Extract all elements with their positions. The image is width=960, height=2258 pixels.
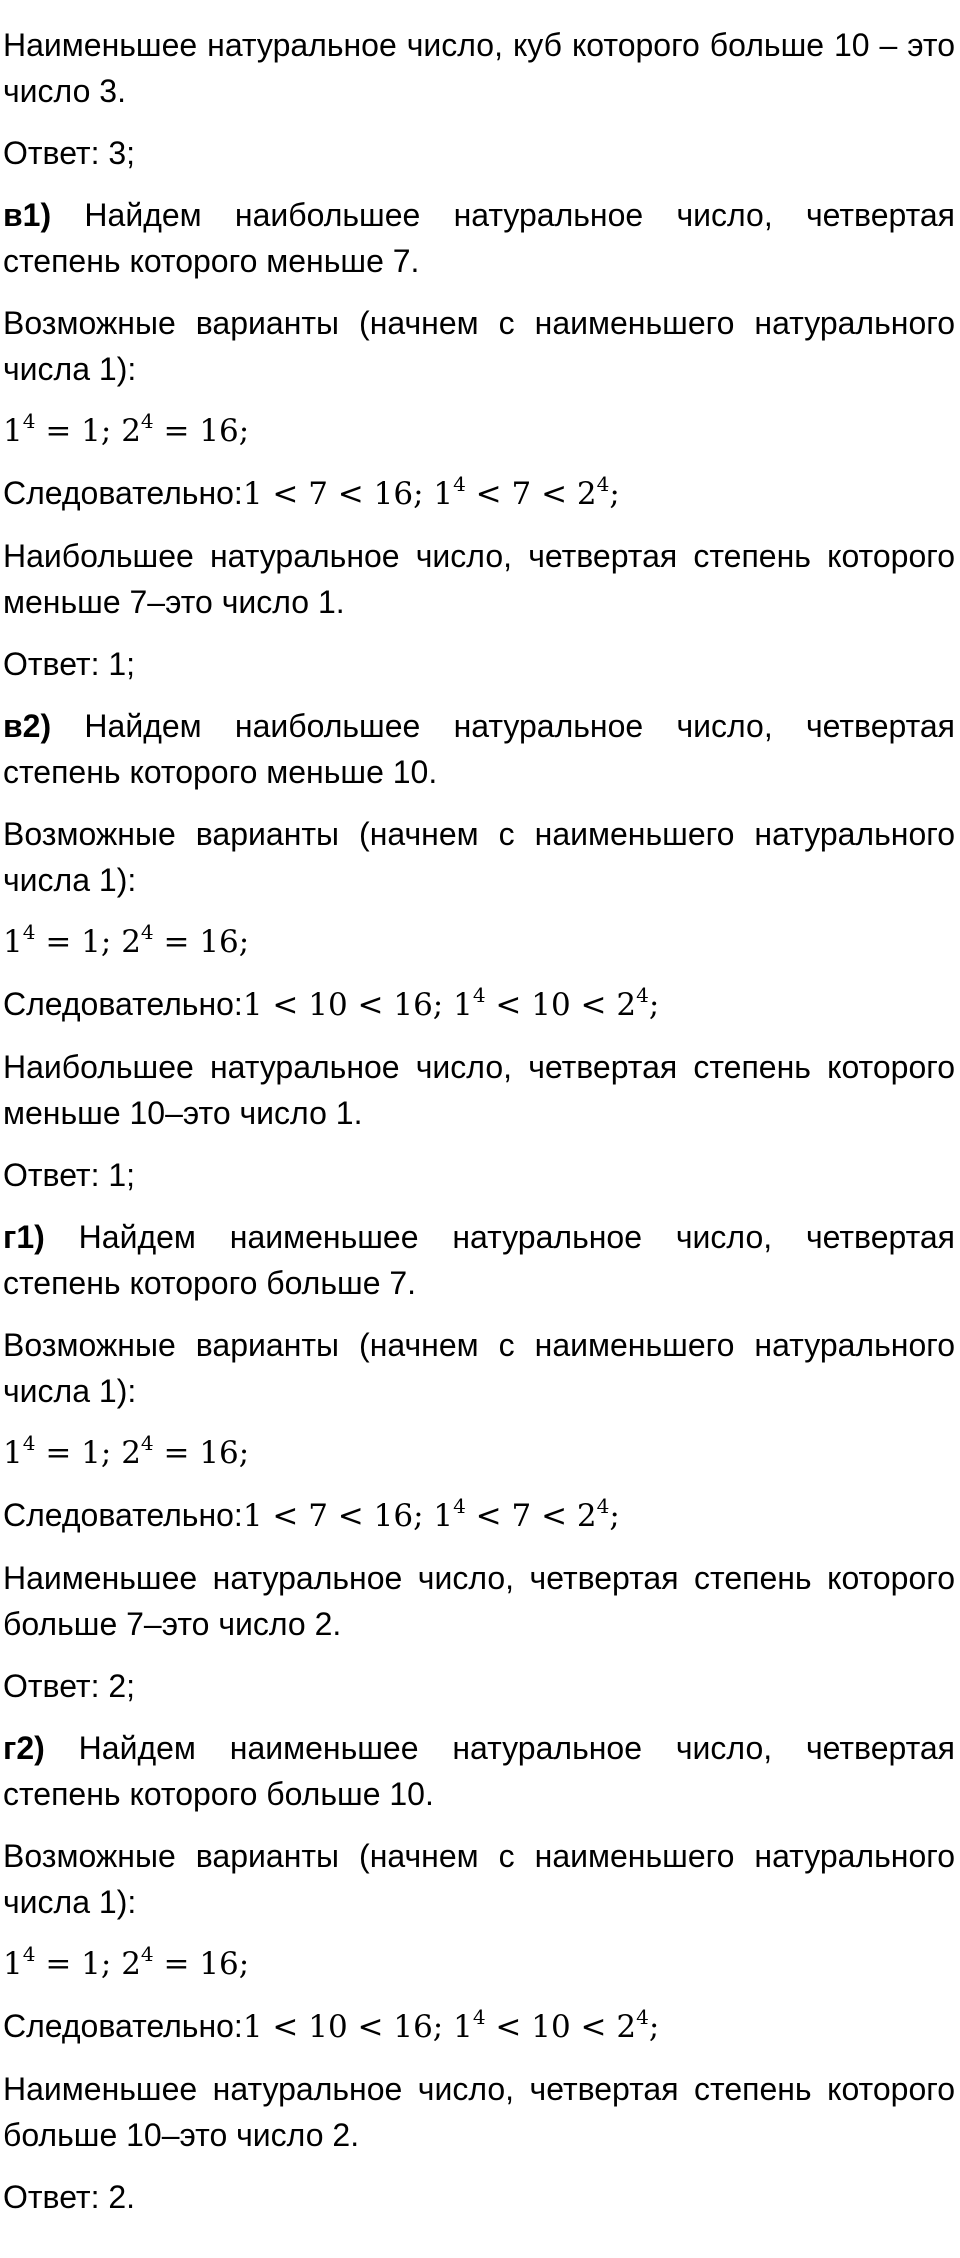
solution-section (3, 192, 955, 687)
powers-formula: $1^4 = 1$; $2^4 = 16$; (3, 1430, 250, 1471)
task-statement (3, 703, 955, 795)
therefore-label: Следовательно: (3, 986, 243, 1022)
therefore-label: Следовательно: (3, 2008, 243, 2044)
task-text: Найдем наибольшее натуральное число, четвертая степень которого меньше 10. (3, 708, 956, 790)
variants-text: Возможные варианты (начнем с наименьшего натурального числа 1): (3, 305, 955, 387)
conclusion-text: Наибольшее натуральное число, четвертая степень которого меньше 10–это число 1. (3, 1049, 955, 1131)
variants-text: Возможные варианты (начнем с наименьшего натурального числа 1): (3, 816, 955, 898)
section-answer: Ответ: 1; (3, 1157, 136, 1193)
conclusion-text: Наибольшее натуральное число, четвертая степень которого меньше 7–это число 1. (3, 538, 955, 620)
solution-section (3, 1214, 955, 1709)
intro-text: Наименьшее натуральное число, куб которого больше 10 – это число 3. (3, 27, 955, 109)
section-answer: Ответ: 2. (3, 2179, 136, 2215)
task-label: в2) (3, 708, 52, 744)
task-text: Найдем наибольшее натуральное число, четвертая степень которого меньше 7. (3, 197, 956, 279)
solution-section (3, 1725, 955, 2220)
task-statement (3, 192, 955, 284)
task-label: г1) (3, 1219, 45, 1255)
task-label: в1) (3, 197, 52, 233)
section-answer: Ответ: 2; (3, 1668, 136, 1704)
task-label: г2) (3, 1730, 45, 1766)
solution-sections (3, 192, 955, 2220)
solution-section (3, 703, 955, 1198)
powers-formula: $1^4 = 1$; $2^4 = 16$; (3, 408, 250, 449)
powers-formula: $1^4 = 1$; $2^4 = 16$; (3, 919, 250, 960)
task-text: Найдем наименьшее натуральное число, четвертая степень которого больше 7. (3, 1219, 956, 1301)
therefore-label: Следовательно: (3, 475, 243, 511)
task-statement (3, 1725, 955, 1817)
inequality-chain: Следовательно:1 < 7 < 16; $1^4 < 7 < 2^4$; (3, 1493, 620, 1534)
conclusion-text: Наименьшее натуральное число, четвертая степень которого больше 10–это число 2. (3, 2071, 955, 2153)
variants-text: Возможные варианты (начнем с наименьшего натурального числа 1): (3, 1838, 955, 1920)
variants-text: Возможные варианты (начнем с наименьшего натурального числа 1): (3, 1327, 955, 1409)
conclusion-text: Наименьшее натуральное число, четвертая степень которого больше 7–это число 2. (3, 1560, 955, 1642)
task-text: Найдем наименьшее натуральное число, четвертая степень которого больше 10. (3, 1730, 956, 1812)
intro-answer: Ответ: 3; (3, 135, 136, 171)
inequality-chain: Следовательно:1 < 10 < 16; $1^4 < 10 < 2^4$; (3, 2004, 660, 2045)
inequality-chain: Следовательно:1 < 7 < 16; $1^4 < 7 < 2^4$; (3, 471, 620, 512)
section-answer: Ответ: 1; (3, 646, 136, 682)
therefore-label: Следовательно: (3, 1497, 243, 1533)
inequality-chain: Следовательно:1 < 10 < 16; $1^4 < 10 < 2^4$; (3, 982, 660, 1023)
document-page (3, 22, 955, 2236)
task-statement (3, 1214, 955, 1306)
powers-formula: $1^4 = 1$; $2^4 = 16$; (3, 1941, 250, 1982)
